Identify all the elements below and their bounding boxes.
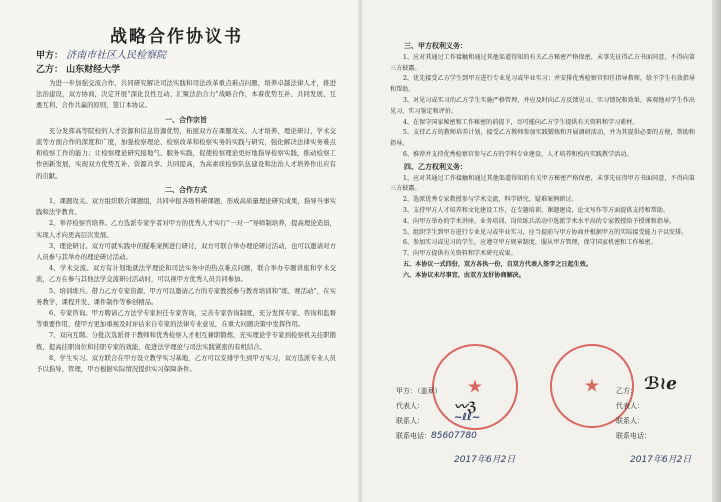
party-a-phone-label: 联系电话：	[396, 432, 431, 440]
party-a-line	[36, 46, 166, 61]
section-heading-2: 二、合作方式	[165, 184, 207, 194]
party-b-duty-item: 7、向甲方提供有关资料和学术研究成果。	[403, 250, 517, 258]
party-a-duty-item: 3、对见习或实习的乙方学生实施严格管理，并应及时向乙方反馈见习、实习情况和效果，客观地对学生作出见习、实习鉴定和评价。	[390, 96, 695, 115]
party-a-contact-label: 联系人：	[396, 417, 424, 425]
right-page	[362, 0, 721, 502]
cooperation-item: 8、学生实习。双方联合在甲方设立教学实习基地，乙方可以安排学生到甲方实习，双方选派专业人员予以指导、管理，甲方根据实际情况提供实习保障条件。	[36, 353, 336, 374]
party-a-label: 甲方：	[36, 51, 64, 61]
intro-paragraph: 为进一步加强交流合作，共同研究解决司法实践和司法改革重点难点问题，培养卓越法律人才，推进法治建设，双方协商，决定开展“深化良性互动、汇聚法治合力”战略合作，本着优势互补、共同发展、互惠互利、合作共赢的原则，签订本协议。	[36, 79, 336, 110]
cooperation-item: 6、专家咨询。甲方聘请乙方法学专家担任专家咨询，完善专家咨询制度，充分发挥专家、咨询和监督等重要作用，使甲方更加重视及时评估来自专家的法律专业意见，在重大问题决策中发挥作用。	[36, 309, 336, 329]
party-b-representative-signature: ℬ≀ℯ	[644, 374, 677, 394]
clause-five: 五、本协议一式四份，双方各执一份，自双方代表人签字之日起生效。	[403, 260, 592, 268]
party-a-duty-item: 2、优先接受乙方学生到甲方进行专业见习或毕业实习；并安排优秀检察官担任指导教师，给予学生有效指导和帮助。	[390, 75, 695, 94]
party-b-name: 山东财经大学	[66, 65, 121, 75]
party-b-duty-item: 4、向甲方举办的学术讲座、业务培训、岗位练兵活动中选派学术水平高的专家教授给予授课和指导。	[403, 217, 676, 225]
party-b-contact-label: 联系人：	[616, 417, 644, 425]
party-b-duty-item: 6、参加实习或见习的学生，应遵守甲方规章制度，服从甲方管理，保守国家机密和工作秘密。	[403, 239, 657, 247]
cooperation-item: 4、学术交流。双方有计划地就法学理论和司法实务中的热点难点问题，联合举办专题讲座和学术交流，乙方在参与其他法学交流研讨活动时，可以视甲方优秀人员共同参加。	[36, 264, 336, 284]
seal-star-icon: ★	[466, 376, 484, 398]
page-edge	[712, 0, 721, 502]
party-a-representative-label: 代表人：	[396, 402, 424, 410]
cooperation-item: 3、理论研讨。双方可就实践中的疑难案例进行研讨，双方可联合举办理论研讨活动，也可以邀请对方人员参与其举办的理论研讨活动。	[36, 241, 336, 262]
party-b-date: 2017年6月2日	[630, 455, 692, 465]
party-b-duty-item: 1、应对其通过工作接触和通过其他渠道得知的有关甲方秘密严格保密，未事先征得甲方书面同意，不得向第三方披露。	[390, 174, 695, 193]
party-b-duty-item: 3、支持甲方人才培养和文化建设工作，在专题培训、课题建设、论文写作等方面提供支持和帮助。	[403, 206, 669, 214]
party-a-sign-label: 甲方：（盖章）	[396, 387, 442, 395]
cooperation-item: 5、培训练兵。借力乙方专家资源，甲方可以邀请乙方的专家教授参与教育培训和“练、赛活动”，在实务教学、课程开发、课件制作等参创精品。	[36, 286, 336, 306]
party-b-line	[36, 62, 120, 75]
party-a-duty-item: 1、应对其通过工作接触和通过其他渠道得知的有关乙方秘密严格保密，未事先征得乙方书面同意，不得向第三方披露。	[390, 53, 695, 72]
purpose-paragraph: 充分发挥高等院校的人才资源和信息资源优势，拓展双方在课题攻关、人才培养、理论研讨、学术交流等方面合作的深度和广度，加强检察理论、检察改革和检察实务的实践与研究，强化解决法律实务难点和检察工作的能力；让检察理论研究接地气、服务实践，促使检察理论更好地指导检察实践，推动检察工作创新发展，实现双方优势互补、资源共享、共同提高，为高素质检察队伍建设和法治人才培养作出应有的贡献。	[36, 126, 336, 180]
party-a-date: 2017年6月2日	[454, 455, 516, 465]
party-a-duty-item: 6、推荐并支持优秀检察官参与乙方的学科专业建设、人才培养和校内实践教学活动。	[403, 150, 633, 158]
party-a-name: 济南市社区人民检察院	[66, 50, 167, 61]
section-heading-4: 四、乙方权利义务：	[404, 161, 467, 171]
party-b-duty-item: 2、选派优秀专家教授参与学术交流、科学研究、疑难案例研讨。	[403, 196, 578, 204]
party-a-duty-item: 4、在保守国家秘密和工作秘密的前提下，尽可能向乙方学生提供有关资料和学习素材。	[403, 118, 639, 126]
party-b-sign-label: 乙方：	[616, 387, 637, 395]
party-a-phone: 85607780	[431, 431, 477, 441]
seal-star-icon: ★	[583, 375, 601, 397]
party-a-duty-item: 5、支持乙方的教师培养计划，接受乙方教师参加实践锻炼和开展调研活动，并为其提供必要的方便，帮助和指导。	[390, 129, 695, 148]
party-b-label: 乙方：	[36, 65, 64, 75]
cooperation-item: 2、举荐检察官培养。乙方选派专家学者对甲方的优秀人才实行“一对一”导师制培养，提高理论造诣，实现人才向更高层次发展。	[36, 219, 336, 239]
cooperation-item: 7、双向互聘。分批次选派骨干教师和优秀检察人才相互兼职锻炼，充实理论学专家到检察机关挂职锻炼，提高挂职岗位和挂职专家的效能，促进法学理论与司法实践紧密的有机结合。	[36, 331, 336, 351]
cooperation-item: 1、课题攻关。双方组织联合课题组，共同申报各级科研课题，形成高质量理论研究成果，指导当事实践和法学教育。	[36, 197, 336, 217]
party-a-contact-signature: ~ℓℓ~	[454, 412, 481, 423]
left-body	[36, 78, 336, 375]
party-a-representative-signature: 〰ℨ	[454, 400, 477, 415]
party-b-duty-item: 5、组织学生到甲方进行专业见习或毕业实习，应当提前与甲方协商并根据甲方的实际接受能力予以安排。	[403, 228, 688, 236]
right-body	[390, 40, 695, 282]
document-title: 战略合作协议书	[110, 27, 243, 47]
party-b-representative-label: 代表人：	[616, 402, 644, 410]
section-heading-1: 一、合作宗旨	[165, 114, 207, 124]
party-b-phone-label: 联系电话：	[616, 432, 651, 440]
clause-six: 六、本协议未尽事宜，由双方友好协商解决。	[403, 271, 525, 279]
section-heading-3: 三、甲方权利义务：	[404, 41, 467, 50]
